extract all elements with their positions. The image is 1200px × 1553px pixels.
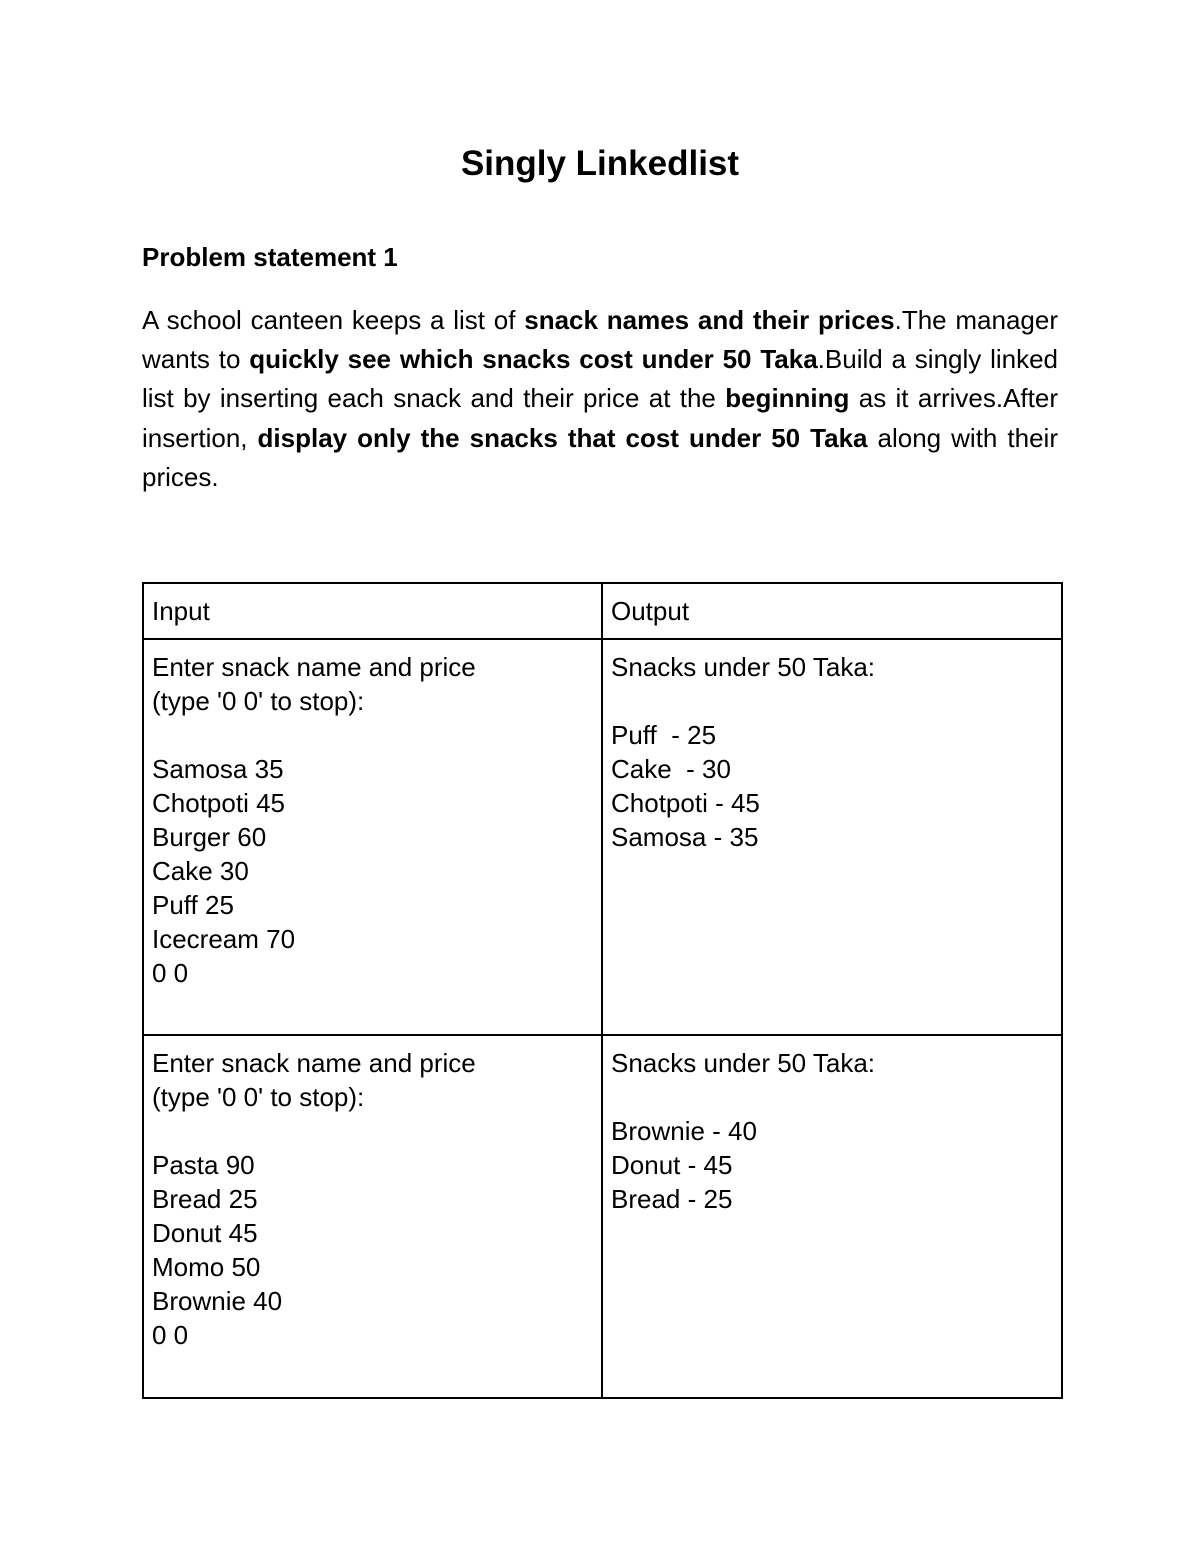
output-entry: Bread - 25 — [611, 1184, 733, 1214]
emphasis-text: snack names and their prices — [524, 305, 895, 335]
output-heading: Snacks under 50 Taka: — [611, 1048, 876, 1078]
table-row — [143, 639, 1062, 1035]
statement-text: along with their prices. — [142, 422, 1058, 492]
blank-line — [152, 1114, 593, 1148]
output-cell — [602, 1035, 1062, 1398]
table-header-row — [143, 583, 1062, 639]
input-entry: Momo 50 — [152, 1252, 261, 1282]
problem-statement — [142, 301, 1058, 497]
statement-text: .The manager wants to — [142, 305, 1059, 375]
output-entry: Chotpoti - 45 — [611, 788, 760, 818]
input-entry: Chotpoti 45 — [152, 788, 285, 818]
output-entry: Puff - 25 — [611, 720, 717, 750]
input-header-cell: Input — [143, 583, 602, 639]
output-heading: Snacks under 50 Taka: — [611, 652, 876, 682]
input-entry: Cake 30 — [152, 856, 249, 886]
output-cell — [602, 639, 1062, 1035]
output-entry: Donut - 45 — [611, 1150, 733, 1180]
input-entry: Icecream 70 — [152, 924, 296, 954]
input-entry: Brownie 40 — [152, 1286, 283, 1316]
blank-line — [611, 1080, 1053, 1114]
input-cell — [143, 1035, 602, 1398]
input-entry: 0 0 — [152, 958, 189, 988]
input-entry: Burger 60 — [152, 822, 267, 852]
statement-text: A school canteen keeps a list of — [142, 305, 525, 335]
problem-heading: Problem statement 1 — [142, 242, 398, 272]
emphasis-text: display only the snacks that cost under 50 Taka — [257, 422, 868, 453]
emphasis-text: quickly see which snacks cost under 50 Taka — [249, 344, 818, 375]
statement-text: .Build a singly linked list by inserting each snack and their price at the — [142, 344, 1059, 414]
emphasis-text: beginning — [725, 383, 850, 414]
output-header-cell: Output — [602, 583, 1062, 639]
output-entry: Cake - 30 — [611, 754, 731, 784]
input-entry: Samosa 35 — [152, 754, 284, 784]
input-entry: Donut 45 — [152, 1218, 258, 1248]
input-prompt: Enter snack name and price — [152, 652, 476, 682]
input-entry: 0 0 — [152, 1320, 189, 1350]
table-row — [143, 1035, 1062, 1398]
input-cell — [143, 639, 602, 1035]
output-entry: Brownie - 40 — [611, 1116, 757, 1146]
input-entry: Puff 25 — [152, 890, 234, 920]
input-entry: Bread 25 — [152, 1184, 258, 1214]
io-examples-table — [142, 582, 1063, 1399]
blank-line — [611, 684, 1053, 718]
blank-line — [152, 718, 593, 752]
output-entry: Samosa - 35 — [611, 822, 759, 852]
input-prompt: Enter snack name and price — [152, 1048, 476, 1078]
input-prompt: (type '0 0' to stop): — [152, 1082, 365, 1112]
page-title: Singly Linkedlist — [460, 144, 740, 183]
input-prompt: (type '0 0' to stop): — [152, 686, 365, 716]
input-entry: Pasta 90 — [152, 1150, 255, 1180]
statement-text: as it arrives.After insertion, — [142, 383, 1059, 453]
